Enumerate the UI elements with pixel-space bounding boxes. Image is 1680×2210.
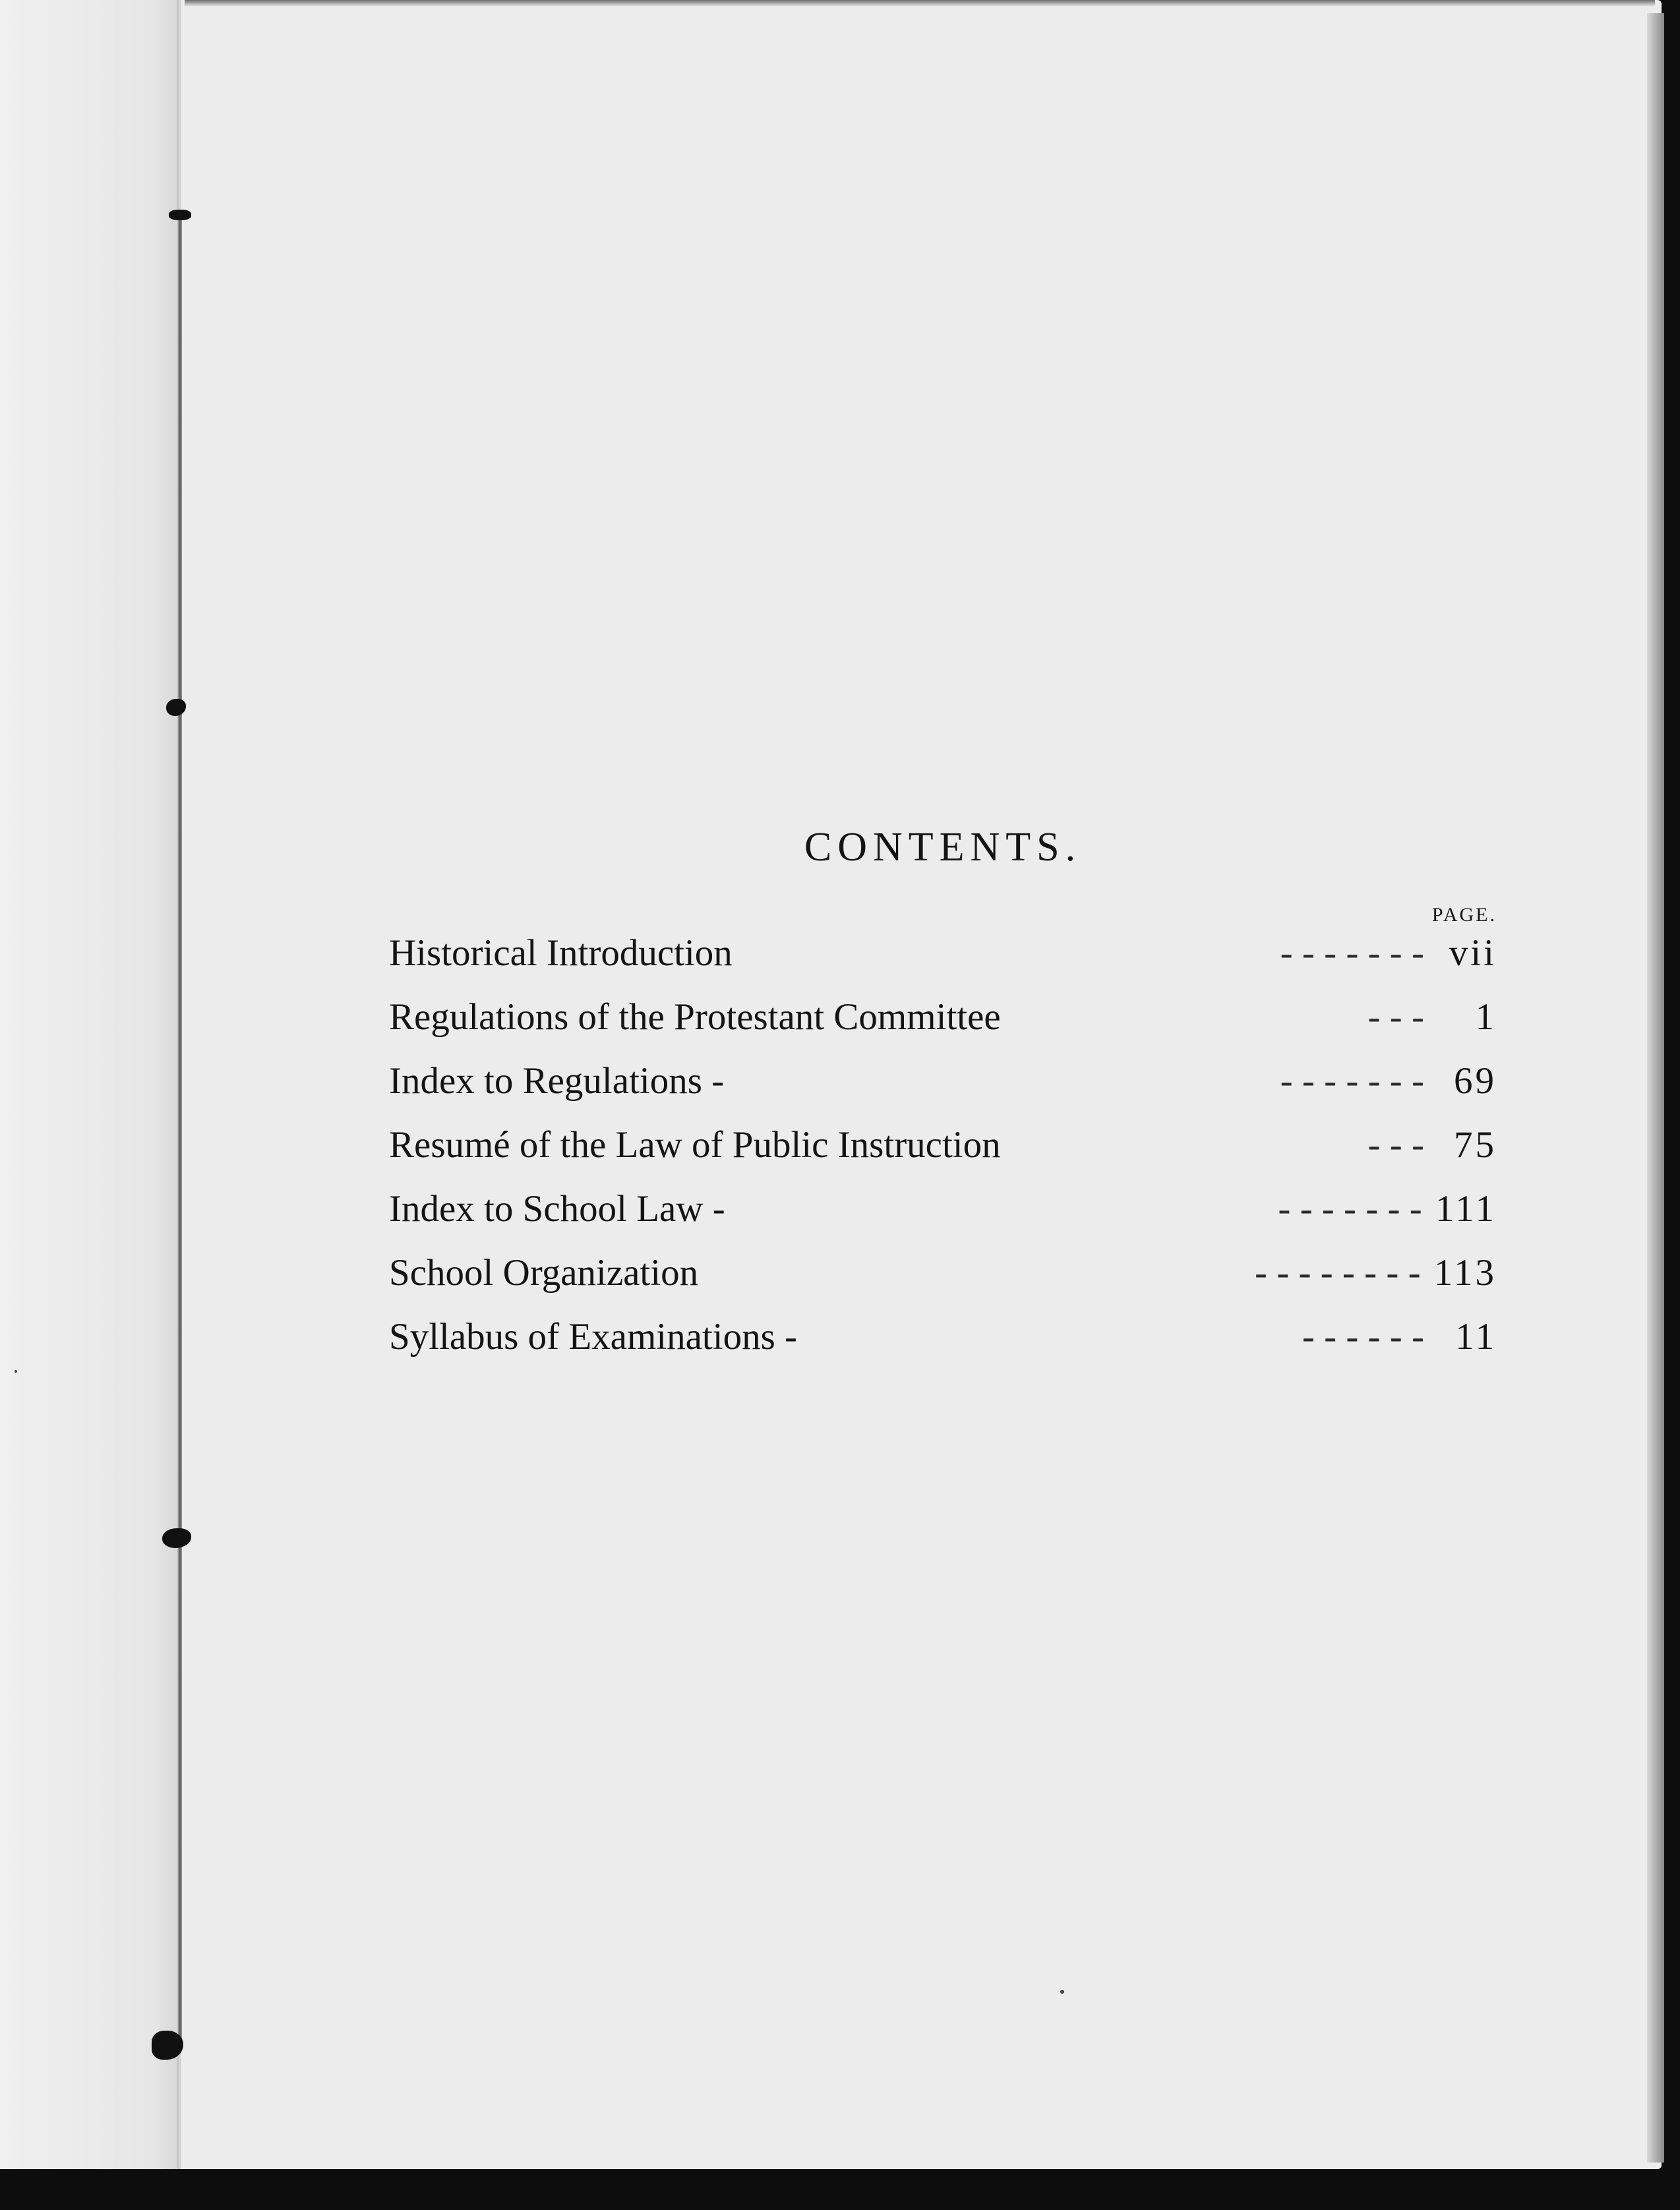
page-edge-shadow (1647, 13, 1664, 2163)
paper-speck (1060, 1990, 1064, 1994)
binding-gutter (0, 0, 181, 2169)
page-top-edge (185, 0, 1655, 7)
dot-leader: - - - - - - - (1278, 1188, 1422, 1230)
dot-leader: - - - - - - - (1280, 1060, 1424, 1102)
entry-title: School Organization (389, 1252, 699, 1294)
thread-knot (169, 210, 191, 220)
binding-thread (178, 218, 182, 2050)
page-column-label: PAGE. (1431, 904, 1497, 926)
dot-leader: - - - - - - - (1280, 932, 1424, 974)
dot-leader: - - - - - - (1302, 1316, 1424, 1358)
entry-page-number: vii (1449, 932, 1497, 974)
entry-page-number: 75 (1454, 1124, 1497, 1166)
dot-leader: - - - (1367, 996, 1424, 1038)
entry-title: Index to School Law - (389, 1188, 725, 1230)
entry-page-number: 113 (1433, 1252, 1497, 1294)
contents-heading: CONTENTS. (804, 825, 1082, 870)
entry-title: Index to Regulations - (389, 1060, 725, 1102)
entry-title: Historical Introduction (389, 932, 733, 974)
thread-knot (162, 1528, 191, 1548)
entry-title: Syllabus of Examinations - (389, 1316, 798, 1358)
contents-entry (389, 1315, 1497, 1379)
contents-entry (389, 932, 1497, 996)
paper-speck (15, 1370, 17, 1373)
contents-entry (389, 1251, 1497, 1315)
contents-entry (389, 1060, 1497, 1123)
contents-entry (389, 1123, 1497, 1187)
entry-page-number: 69 (1454, 1060, 1497, 1102)
entry-page-number: 111 (1435, 1188, 1497, 1230)
entry-title: Regulations of the Protestant Committee (389, 996, 1001, 1038)
contents-entry (389, 1187, 1497, 1251)
dot-leader: - - - - - - - - (1255, 1252, 1421, 1294)
entry-title: Resumé of the Law of Public Instruction (389, 1124, 1001, 1166)
entry-page-number: 11 (1455, 1316, 1497, 1358)
thread-knot (166, 699, 186, 716)
dot-leader: - - - (1367, 1124, 1424, 1166)
table-of-contents (389, 824, 1497, 1379)
entry-page-number: 1 (1475, 996, 1497, 1038)
contents-entry (389, 996, 1497, 1060)
